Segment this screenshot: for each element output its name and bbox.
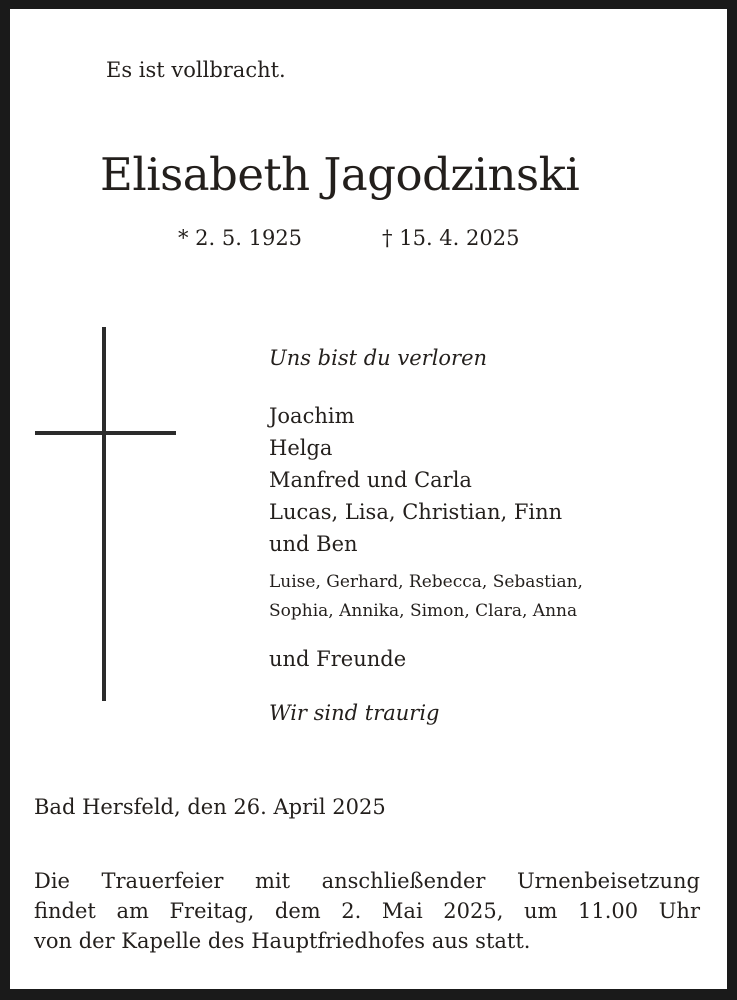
life-dates	[178, 226, 519, 250]
closing-line: Wir sind traurig	[269, 701, 440, 725]
obituary-card	[10, 9, 727, 989]
ceremony-line: findet am Freitag, dem 2. Mai 2025, um 11.00 Uhr	[34, 899, 700, 923]
family-member: Lucas, Lisa, Christian, Finn	[269, 500, 563, 524]
deceased-name: Elisabeth Jagodzinski	[100, 148, 580, 201]
ceremony-line: Die Trauerfeier mit anschließender Urnenbeisetzung	[34, 869, 700, 893]
family-member: Helga	[269, 436, 333, 460]
family-list	[269, 400, 562, 560]
death-date: † 15. 4. 2025	[382, 226, 520, 250]
motto: Es ist vollbracht.	[106, 58, 286, 82]
family-member: und Ben	[269, 532, 358, 556]
ceremony-line: von der Kapelle des Hauptfriedhofes aus statt.	[34, 929, 531, 953]
mourning-line: Uns bist du verloren	[269, 346, 488, 370]
place-and-date: Bad Hersfeld, den 26. April 2025	[34, 795, 386, 819]
family-member: Joachim	[269, 404, 355, 428]
grandchildren-line: Sophia, Annika, Simon, Clara, Anna	[269, 601, 578, 621]
friends-line: und Freunde	[269, 647, 407, 671]
grandchildren-list	[269, 568, 583, 626]
birth-date: * 2. 5. 1925	[178, 226, 303, 250]
grandchildren-line: Luise, Gerhard, Rebecca, Sebastian,	[269, 572, 583, 592]
ceremony-notice	[34, 866, 700, 956]
cross-horizontal-bar	[35, 431, 176, 435]
family-member: Manfred und Carla	[269, 468, 472, 492]
cross-vertical-bar	[102, 327, 106, 701]
